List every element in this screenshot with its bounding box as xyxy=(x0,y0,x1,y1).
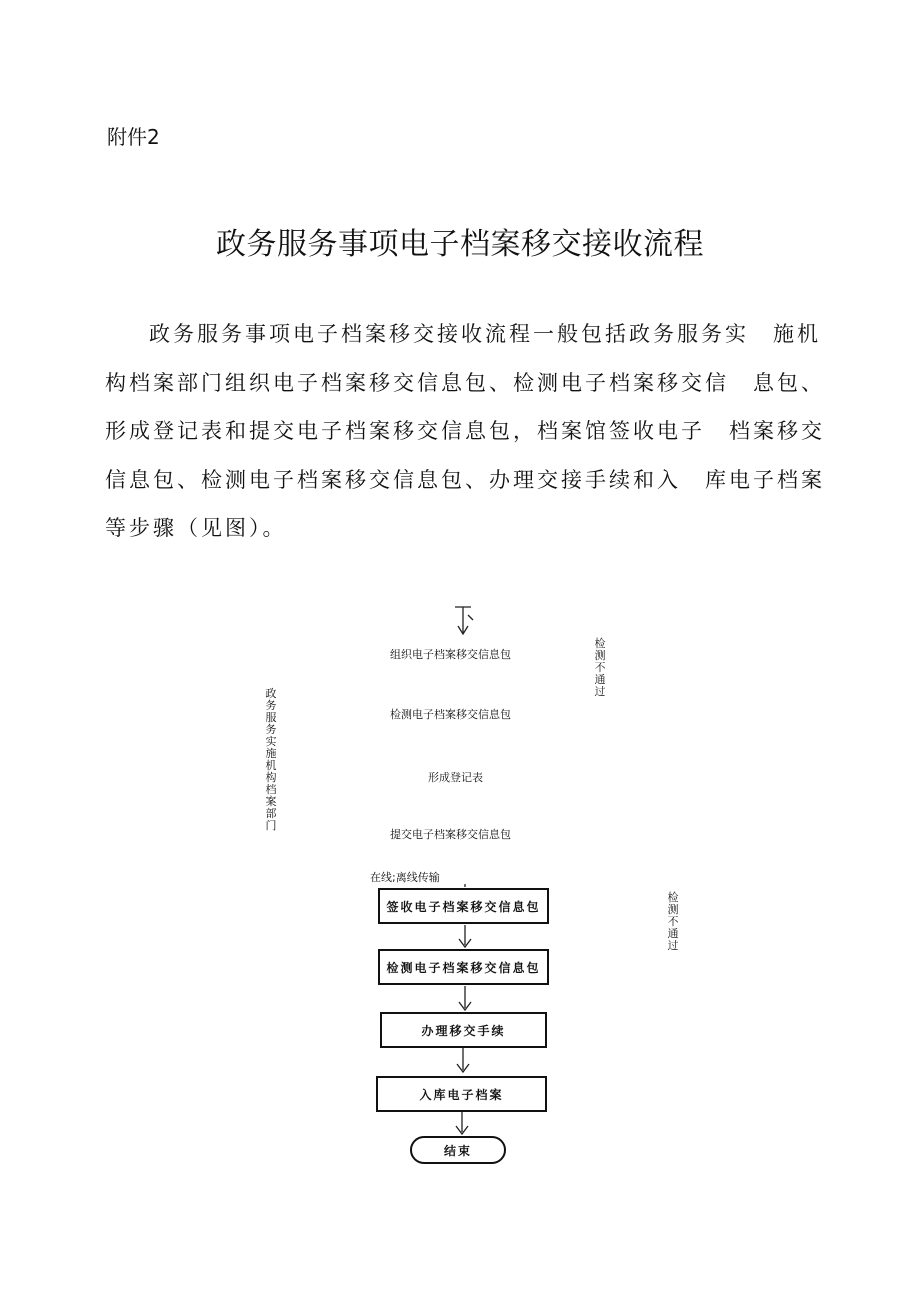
body-paragraph: 政务服务事项电子档案移交接收流程一般包括政务服务实 施机构档案部门组织电子档案移交信息包、检测电子档案移交信 息包、形成登记表和提交电子档案移交信息包，档案馆签收电子 档案移交信息包、检测电子档案移交信息包、办理交接手续和入 库电子档案等步骤（见图）。 xyxy=(105,322,825,540)
arrow-3 xyxy=(457,1047,469,1072)
box-handover: 办理移交手续 xyxy=(380,1012,547,1048)
box-end: 结束 xyxy=(410,1136,506,1164)
lane-label: 政务服务实施机构档案部门 xyxy=(265,687,277,832)
arrow-2 xyxy=(459,986,471,1010)
fail-label-archive: 检测不通过 xyxy=(667,891,679,952)
box-receive: 签收电子档案移交信息包 xyxy=(378,888,549,924)
fail-label-dept: 检测不通过 xyxy=(594,637,606,698)
box-store: 入库电子档案 xyxy=(376,1076,547,1112)
attachment-label: 附件2 xyxy=(107,125,160,149)
step-submit: 提交电子档案移交信息包 xyxy=(390,828,511,841)
arrow-4 xyxy=(456,1112,468,1134)
step-register: 形成登记表 xyxy=(428,771,483,784)
page-title: 政务服务事项电子档案移交接收流程 xyxy=(216,227,704,262)
box-check-archive: 检测电子档案移交信息包 xyxy=(378,949,549,985)
start-tick xyxy=(468,615,473,620)
start-mark xyxy=(455,607,471,633)
step-organize: 组织电子档案移交信息包 xyxy=(390,648,511,661)
step-check-dept: 检测电子档案移交信息包 xyxy=(390,708,511,721)
transfer-label: 在线;离线传输 xyxy=(370,871,440,884)
